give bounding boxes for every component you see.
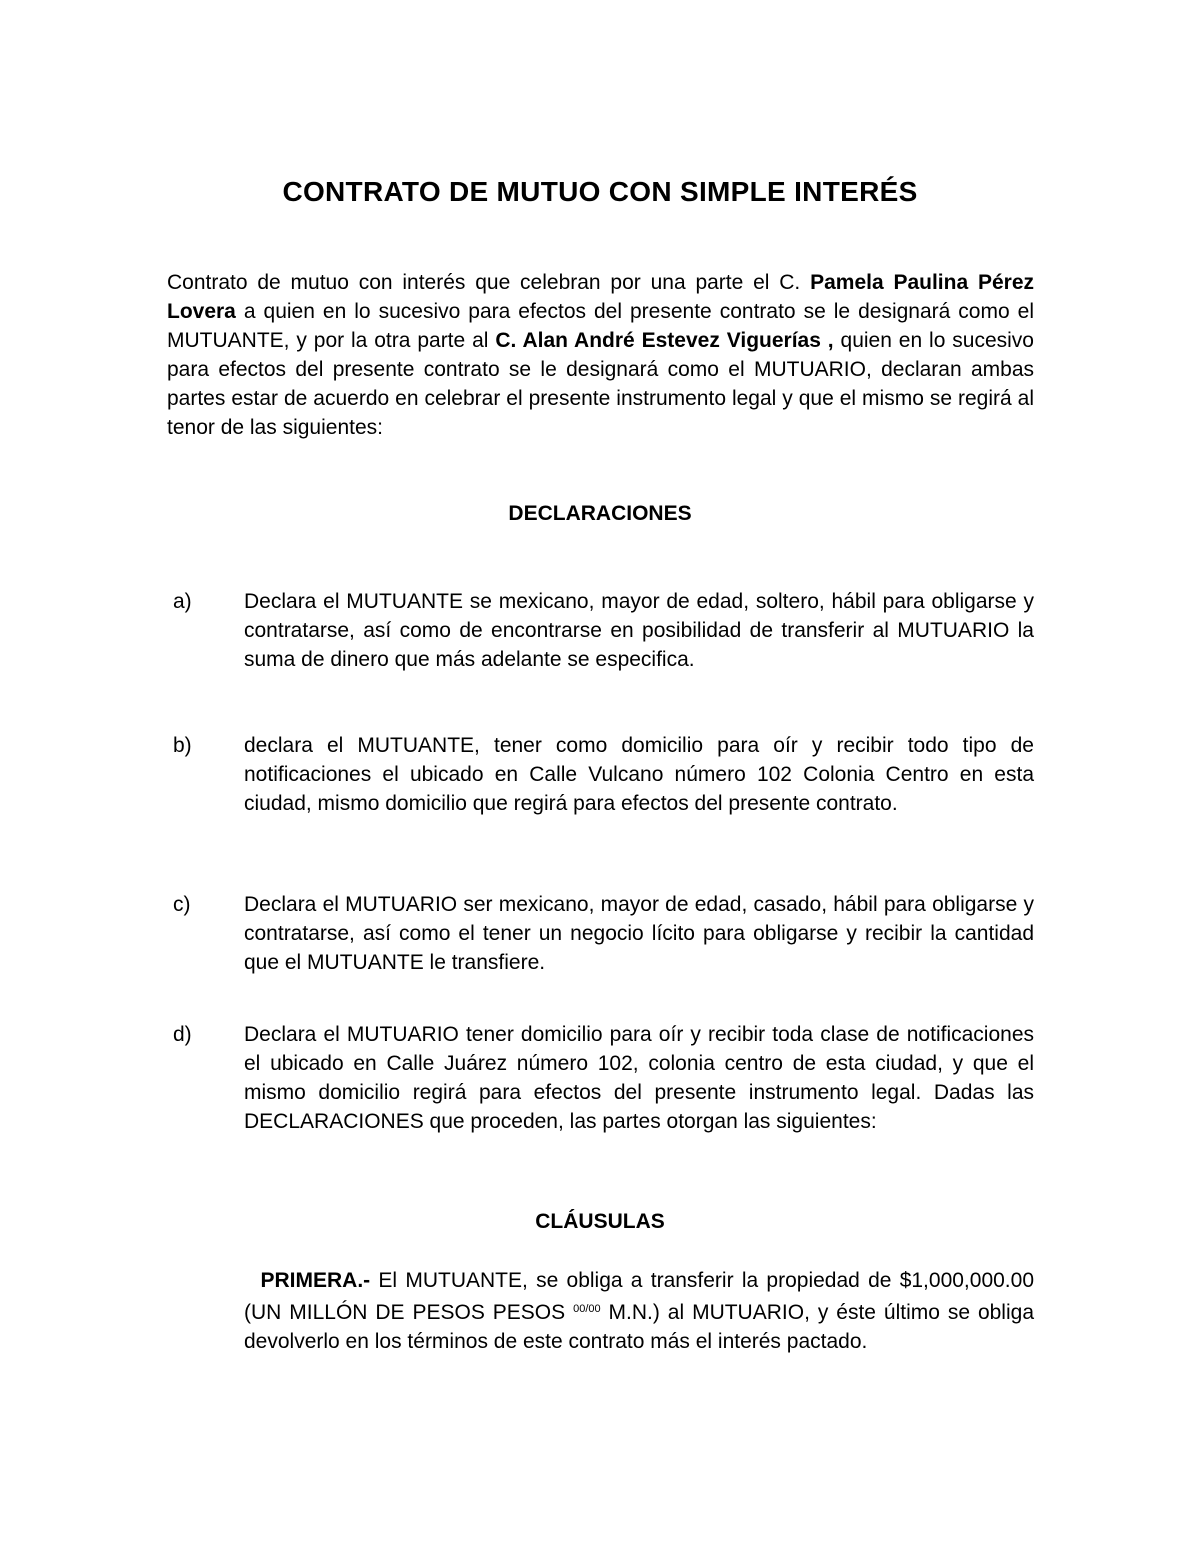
- intro-text-2: a quien en lo sucesivo para efectos del presente contrato se le designará como el MUTUANTE, y por la otra parte al: [167, 300, 1034, 352]
- item-text: Declara el MUTUARIO tener domicilio para oír y recibir toda clase de notificaciones el ubicado en Calle Juárez número 102, colonia centro de esta ciudad, y que el mismo domicilio regirá para efectos del presente instrumento legal. Dadas las DECLARACIONES que proceden, las partes otorgan las siguientes:: [244, 1023, 1034, 1133]
- item-text: Declara el MUTUARIO ser mexicano, mayor de edad, casado, hábil para obligarse y contratarse, así como el tener un negocio lícito para obligarse y recibir la cantidad que el MUTUANTE le transfiere.: [244, 893, 1034, 974]
- intro-paragraph: [167, 268, 1034, 442]
- mutuante-name: Pamela Paulina Pérez Lovera: [167, 271, 1034, 323]
- item-text: Declara el MUTUANTE se mexicano, mayor de edad, soltero, hábil para obligarse y contratarse, así como de encontrarse en posibilidad de transferir al MUTUARIO la suma de dinero que más adelante se especifica.: [244, 590, 1034, 671]
- clause-text-2: M.N.) al MUTUARIO, y éste último se obliga devolverlo en los términos de este contrato más el interés pactado.: [244, 1301, 1034, 1353]
- declaracion-item-d: [173, 1020, 1034, 1136]
- declaraciones-heading: DECLARACIONES: [508, 502, 692, 525]
- cents-superscript: 00/00: [573, 1303, 601, 1315]
- item-letter: b): [173, 734, 192, 757]
- clause-text-1: El MUTUANTE, se obliga a transferir la propiedad de $1,000,000.00 (UN MILLÓN DE PESOS PESOS: [244, 1269, 1034, 1324]
- intro-text-1: Contrato de mutuo con interés que celebran por una parte el C.: [167, 271, 811, 294]
- declaracion-item-c: [173, 890, 1034, 977]
- item-letter: c): [173, 893, 191, 916]
- clause-label: PRIMERA.-: [260, 1269, 371, 1292]
- item-letter: d): [173, 1023, 192, 1046]
- item-text: declara el MUTUANTE, tener como domicilio para oír y recibir todo tipo de notificaciones el ubicado en Calle Vulcano número 102 Colonia Centro en esta ciudad, mismo domicilio que regirá para efectos del presente contrato.: [244, 734, 1034, 815]
- document-title: CONTRATO DE MUTUO CON SIMPLE INTERÉS: [282, 176, 918, 207]
- clausula-primera: [244, 1266, 1034, 1356]
- intro-text-3: quien en lo sucesivo para efectos del presente contrato se le designará como el MUTUARIO, declaran ambas partes estar de acuerdo en celebrar el presente instrumento legal y que el mismo se regirá al tenor de las siguientes:: [167, 329, 1034, 439]
- declaracion-item-a: [173, 587, 1034, 674]
- declaracion-item-b: [173, 731, 1034, 818]
- item-letter: a): [173, 590, 192, 613]
- clausulas-heading: CLÁUSULAS: [535, 1210, 665, 1233]
- mutuario-name: C. Alan André Estevez Viguerías ,: [495, 329, 834, 352]
